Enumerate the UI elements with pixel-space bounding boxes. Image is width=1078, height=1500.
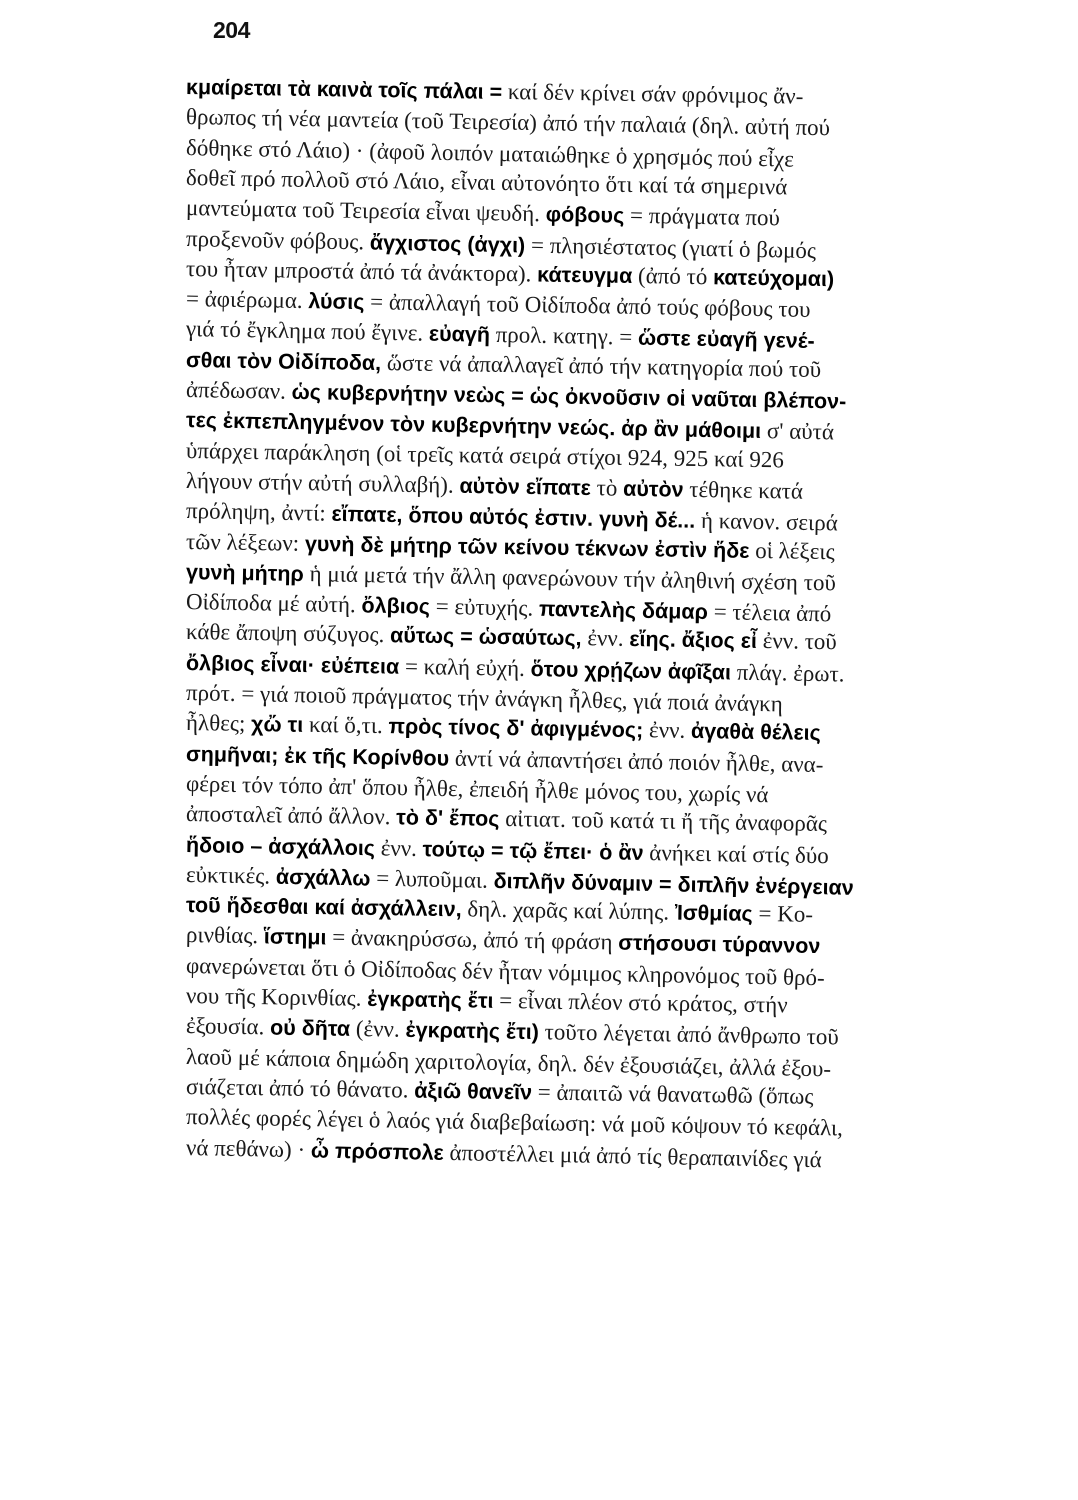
headword: ἄγχιστος (ἀγχι) bbox=[369, 230, 526, 258]
headword: τες ἐκπεπληγμένον τὸν κυβερνήτην νεώς. ἀρ ἂν μάθοιμι bbox=[185, 408, 762, 444]
gloss-text: (ἐνν. bbox=[349, 1015, 406, 1042]
headword: ὄλβιος bbox=[361, 593, 431, 619]
headword: ὦ πρόσπολε bbox=[310, 1138, 444, 1165]
headword: ἥδοιο – ἀσχάλλοις bbox=[185, 833, 376, 861]
gloss-text: = καλή εὐχή. bbox=[398, 653, 531, 682]
headword: εἴπατε, ὅπου αὐτός ἐστιν. γυνὴ δέ... bbox=[331, 501, 696, 533]
gloss-text: = εὐτυχής. bbox=[429, 593, 540, 621]
gloss-text: ἐνν. bbox=[374, 835, 423, 862]
gloss-text: τὸ bbox=[590, 475, 624, 501]
gloss-text: γιά τό ἔγκλημα πού ἔγινε. bbox=[185, 316, 430, 346]
headword: κατεύχομαι) bbox=[712, 265, 835, 292]
headword: αὔτως = ὡσαύτως, bbox=[389, 623, 582, 651]
gloss-text: νά πεθάνω) · bbox=[185, 1135, 312, 1163]
headword: γυνὴ δὲ μήτηρ τῶν κείνου τέκνων ἐστὶν ἥδε bbox=[304, 531, 750, 563]
gloss-text: ἐνν. bbox=[581, 625, 630, 651]
headword: ὄλβιος εἶναι· εὐέπεια bbox=[185, 651, 400, 679]
gloss-text: ἀποστέλλει μιά ἀπό τίς θεραπαινίδες γιά bbox=[443, 1139, 822, 1173]
headword: λύσις bbox=[308, 289, 365, 315]
headword: ἀγαθὰ θέλεις bbox=[690, 718, 822, 745]
gloss-text: αἰτιατ. τοῦ κατά τι ἤ τῆς ἀναφορᾶς bbox=[499, 805, 828, 837]
gloss-text: ἡ μιά μετά τήν ἄλλη φανερώνουν τήν ἀληθινή σχέση τοῦ bbox=[303, 561, 837, 596]
gloss-text: δοθεῖ πρό πολλοῦ στό Λάιο, εἶναι αὐτονόητο ὅτι καί τά σημερινά bbox=[185, 165, 788, 200]
headword: τοῦ ἥδεσθαι καί ἀσχάλλειν, bbox=[185, 893, 462, 922]
gloss-text: καί δέν κρίνει σάν φρόνιμος ἄν- bbox=[501, 78, 804, 109]
gloss-text: (ἀπό τό bbox=[632, 263, 714, 290]
gloss-text: ἐξουσία. bbox=[185, 1013, 271, 1040]
headword: ἐγκρατὴς ἔτι bbox=[367, 986, 494, 1013]
gloss-text: ἦλθες; bbox=[185, 710, 252, 737]
headword: χὤ τι bbox=[250, 712, 304, 737]
gloss-text: δηλ. χαρᾶς καί λύπης. bbox=[461, 896, 676, 925]
gloss-text: καί ὅ,τι. bbox=[303, 711, 389, 739]
gloss-text: ρινθίας. bbox=[185, 922, 265, 949]
headword: φόβους bbox=[545, 202, 625, 228]
headword: ἵστημι bbox=[263, 924, 327, 950]
gloss-text: ὑπάρχει παράκληση (οἱ τρεῖς κατά σειρά στίχοι 924, 925 καί 926 bbox=[185, 438, 785, 473]
gloss-text: = λυποῦμαι. bbox=[370, 865, 494, 893]
headword: διπλῆν δύναμιν = διπλῆν ἐνέργειαν bbox=[493, 868, 854, 900]
gloss-text: = τέλεια ἀπό bbox=[707, 599, 832, 627]
page-number: 204 bbox=[213, 17, 250, 43]
gloss-text: πρόληψη, ἀντί: bbox=[185, 498, 332, 526]
gloss-text: = ἀνακηρύσσω, ἀπό τή φράση bbox=[326, 924, 619, 955]
gloss-text: του ἦταν μπροστά ἀπό τά ἀνάκτορα). bbox=[185, 256, 538, 287]
headword: κάτευγμα bbox=[536, 262, 633, 289]
gloss-text: ἡ κανον. σειρά bbox=[695, 507, 839, 536]
gloss-text: μαντεύματα τοῦ Τειρεσία εἶναι ψευδή. bbox=[185, 195, 547, 227]
gloss-text: = ἀπαλλαγή τοῦ Οἰδίποδα ἀπό τούς φόβους του bbox=[364, 289, 811, 322]
headword: Ἰσθμίας bbox=[674, 900, 753, 926]
headword: γυνὴ μήτηρ bbox=[185, 560, 305, 587]
gloss-text: προξενοῦν φόβους. bbox=[185, 226, 371, 255]
gloss-text: ἀποσταλεῖ ἀπό ἄλλον. bbox=[185, 801, 397, 830]
gloss-text: Οἰδίποδα μέ αὐτή. bbox=[185, 589, 362, 618]
headword: ἐγκρατὴς ἔτι) bbox=[405, 1017, 540, 1045]
gloss-text: τῶν λέξεων: bbox=[185, 529, 306, 556]
gloss-text: τέθηκε κατά bbox=[683, 476, 804, 504]
gloss-text: πλάγ. ἐρωτ. bbox=[730, 659, 845, 687]
gloss-text: οἱ λέξεις bbox=[749, 537, 835, 565]
gloss-text: πολλές φορές λέγει ὁ λαός γιά διαβεβαίωση: νά μοῦ κόψουν τό κεφάλι, bbox=[185, 1104, 844, 1141]
gloss-text: δόθηκε στό Λάιο) · (ἀφοῦ λοιπόν ματαιώθηκε ὁ χρησμός πού εἶχε bbox=[185, 135, 795, 172]
gloss-text: = πράγματα πού bbox=[624, 202, 781, 231]
headword: παντελὴς δάμαρ bbox=[538, 596, 709, 625]
gloss-text: σ' αὐτά bbox=[760, 418, 835, 445]
gloss-text: ὥστε νά ἀπαλλαγεῖ ἀπό τήν κατηγορία πού τοῦ bbox=[380, 350, 822, 382]
headword: ὅτου χρῄζων ἀφῖξαι bbox=[530, 657, 732, 685]
headword: αὐτὸν bbox=[622, 476, 684, 502]
gloss-text: ἀντί νά ἀπαντήσει ἀπό ποιόν ἦλθε, ανα- bbox=[448, 745, 824, 778]
gloss-text: θρωπος τή νέα μαντεία (τοῦ Τειρεσία) ἀπό τήν παλαιά (δηλ. αὐτή πού bbox=[185, 104, 831, 141]
gloss-text: φανερώνεται ὅτι ὁ Οἰδίποδας δέν ἦταν νόμιμος κληρονόμος τοῦ θρό- bbox=[185, 953, 825, 991]
headword: εὐαγῆ bbox=[428, 321, 491, 347]
gloss-text: λαοῦ μέ κάποια δημώδη χαριτολογία, δηλ. δέν ἐξουσιάζει, ἀλλά ἐξου- bbox=[185, 1044, 832, 1082]
headword: τὸ δ' ἔπος bbox=[396, 805, 500, 831]
gloss-text: = πλησιέστατος (γιατί ὁ βωμός bbox=[525, 232, 817, 264]
headword: σημῆναι; ἐκ τῆς Κορίνθου bbox=[185, 742, 450, 771]
gloss-text: τοῦτο λέγεται ἀπό ἄνθρωπο τοῦ bbox=[538, 1019, 839, 1050]
gloss-text: εὐκτικές. bbox=[185, 862, 277, 889]
gloss-text: ἀνήκει καί στίς δύο bbox=[643, 839, 829, 869]
gloss-text: λήγουν στήν αὐτή συλλαβή). bbox=[185, 468, 460, 498]
headword: κμαίρεται τὰ καινὰ τοῖς πάλαι = bbox=[185, 75, 503, 104]
gloss-text: νου τῆς Κορινθίας. bbox=[185, 983, 368, 1011]
headword: οὐ δῆτα bbox=[269, 1015, 351, 1041]
headword: ὥστε εὐαγῆ γενέ- bbox=[637, 325, 815, 354]
headword: πρὸς τίνος δ' ἀφιγμένος; bbox=[388, 714, 644, 743]
gloss-text: πρότ. = γιά ποιοῦ πράγματος τήν ἀνάγκη ἦλθες, γιά ποιά ἀνάγκη bbox=[185, 680, 784, 717]
gloss-text: ἐνν. τοῦ bbox=[756, 627, 838, 655]
headword: τούτῳ = τῷ ἔπει· ὁ ἂν bbox=[422, 837, 644, 865]
headword: εἴης. ἄξιος εἶ bbox=[629, 626, 758, 653]
gloss-text: ἐνν. bbox=[643, 717, 692, 743]
headword: ὡς κυβερνήτην νεὼς = ὡς ὀκνοῦσιν οἱ ναῦται βλέπον- bbox=[291, 379, 847, 414]
gloss-text: = ἀφιέρωμα. bbox=[185, 286, 309, 314]
gloss-text: φέρει τόν τόπο ἀπ' ὅπου ἦλθε, ἐπειδή ἦλθε μόνος του, χωρίς νά bbox=[185, 771, 769, 808]
headword: σθαι τὸν Οἰδίποδα, bbox=[185, 348, 382, 376]
headword: ἀξιῶ θανεῖν bbox=[414, 1078, 533, 1105]
headword: στήσουσι τύραννον bbox=[618, 930, 821, 959]
gloss-text: = εἶναι πλέον στό κράτος, στήν bbox=[493, 987, 788, 1018]
gloss-text: = Κο- bbox=[752, 900, 814, 927]
gloss-text: ἀπέδωσαν. bbox=[185, 377, 292, 404]
gloss-text: προλ. κατηγ. = bbox=[489, 321, 639, 350]
headword: ἀσχάλλω bbox=[275, 864, 371, 891]
gloss-text: κάθε ἄποψη σύζυγος. bbox=[185, 619, 391, 648]
headword: αὐτὸν εἴπατε bbox=[459, 473, 592, 501]
gloss-text: σιάζεται ἀπό τό θάνατο. bbox=[185, 1074, 415, 1103]
gloss-text: = ἀπαιτῶ νά θανατωθῶ (ὅπως bbox=[531, 1079, 814, 1109]
